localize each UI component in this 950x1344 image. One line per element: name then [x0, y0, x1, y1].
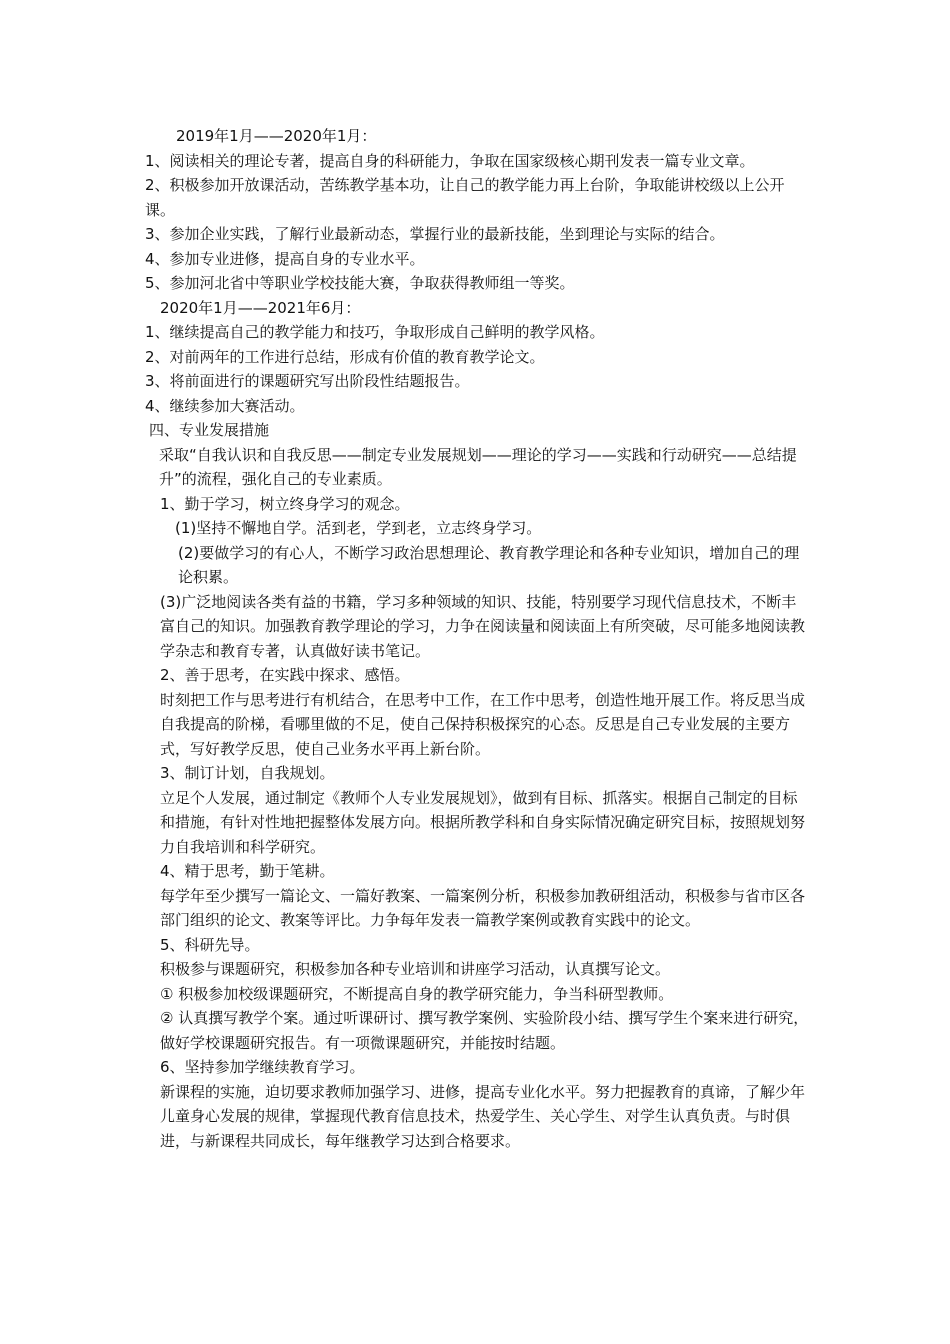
measure-1-item-2: (2)要做学习的有心人，不断学习政治思想理论、教育教学理论和各种专业知识，增加自己的理论积累。: [178, 543, 800, 586]
plan-2020-item: 3、将前面进行的课题研究写出阶段性结题报告。: [145, 372, 470, 390]
measure-3-body: 立足个人发展，通过制定《教师个人专业发展规划》，做到有目标、抓落实。根据自己制定的目标和措施，有针对性地把握整体发展方向。根据所教学科和自身实际情况确定研究目标，按照规划努力自我培训和科学研究。: [160, 788, 806, 856]
measure-4-title: 4、精于思考，勤于笔耕。: [160, 862, 335, 880]
measure-4-body: 每学年至少撰写一篇论文、一篇好教案、一篇案例分析，积极参加教研组活动，积极参与省市区各部门组织的论文、教案等评比。力争每年发表一篇教学案例或教育实践中的论文。: [160, 886, 806, 929]
measure-5-title: 5、科研先导。: [160, 935, 260, 954]
plan-2019-item: 4、参加专业进修，提高自身的专业水平。: [145, 249, 425, 268]
measure-2-body: 时刻把工作与思考进行有机结合，在思考中工作，在工作中思考，创造性地开展工作。将反思当成自我提高的阶梯，看哪里做的不足，使自己保持积极探究的心态。反思是自己专业发展的主要方式，写好教学反思，使自己业务水平再上新台阶。: [160, 690, 806, 758]
plan-2019-heading: 2019年1月——2020年1月：: [176, 127, 377, 145]
measure-6-body: 新课程的实施，迫切要求教师加强学习、进修，提高专业化水平。努力把握教育的真谛，了解少年儿童身心发展的规律，掌握现代教育信息技术，热爱学生、关心学生、对学生认真负责。与时俱进，与新课程共同成长，每年继教学习达到合格要求。: [160, 1082, 806, 1150]
measure-1-item-3: (3)广泛地阅读各类有益的书籍，学习多种领域的知识、技能，特别要学习现代信息技术，不断丰富自己的知识。加强教育教学理论的学习，力争在阅读量和阅读面上有所突破，尽可能多地阅读教学杂志和教育专著，认真做好读书笔记。: [160, 592, 806, 660]
plan-2019-item: 3、参加企业实践，了解行业最新动态，掌握行业的最新技能，坐到理论与实际的结合。: [145, 225, 725, 243]
measure-2-title: 2、善于思考，在实践中探求、感悟。: [160, 666, 410, 684]
measure-5-item-1: ① 积极参加校级课题研究，不断提高自身的教学研究能力，争当科研型教师。: [160, 984, 674, 1003]
measure-5-body: 积极参与课题研究，积极参加各种专业培训和讲座学习活动，认真撰写论文。: [160, 960, 671, 978]
intro-paragraph: 采取“自我认识和自我反思——制定专业发展规划——理论的学习——实践和行动研究——总结提升”的流程，强化自己的专业素质。: [159, 445, 797, 488]
measure-1-title: 1、勤于学习，树立终身学习的观念。: [160, 494, 410, 513]
plan-2019-item: 1、阅读相关的理论专著，提高自身的科研能力，争取在国家级核心期刊发表一篇专业文章。: [145, 151, 755, 170]
measure-3-title: 3、制订计划，自我规划。: [160, 764, 335, 782]
plan-2019-item: 5、参加河北省中等职业学校技能大赛，争取获得教师组一等奖。: [145, 274, 575, 292]
plan-2020-heading: 2020年1月——2021年6月：: [160, 298, 361, 317]
plan-2020-item: 4、继续参加大赛活动。: [145, 396, 305, 415]
plan-2019-item: 2、积极参加开放课活动，苦练教学基本功，让自己的教学能力再上台阶，争取能讲校级以上公开课。: [145, 176, 785, 219]
plan-2020-item: 2、对前两年的工作进行总结，形成有价值的教育教学论文。: [145, 347, 545, 366]
measure-5-item-2: ② 认真撰写教学个案。通过听课研讨、撰写教学案例、实验阶段小结、撰写学生个案来进行研究，做好学校课题研究报告。有一项微课题研究，并能按时结题。: [160, 1009, 809, 1052]
plan-2020-item: 1、继续提高自己的教学能力和技巧，争取形成自己鲜明的教学风格。: [145, 323, 605, 341]
measure-1-item-1: (1)坚持不懈地自学。活到老，学到老，立志终身学习。: [175, 519, 542, 537]
document-body: [145, 124, 810, 1153]
measure-6-title: 6、坚持参加学继续教育学习。: [160, 1058, 365, 1076]
section-4-title: 四、专业发展措施: [149, 421, 270, 439]
